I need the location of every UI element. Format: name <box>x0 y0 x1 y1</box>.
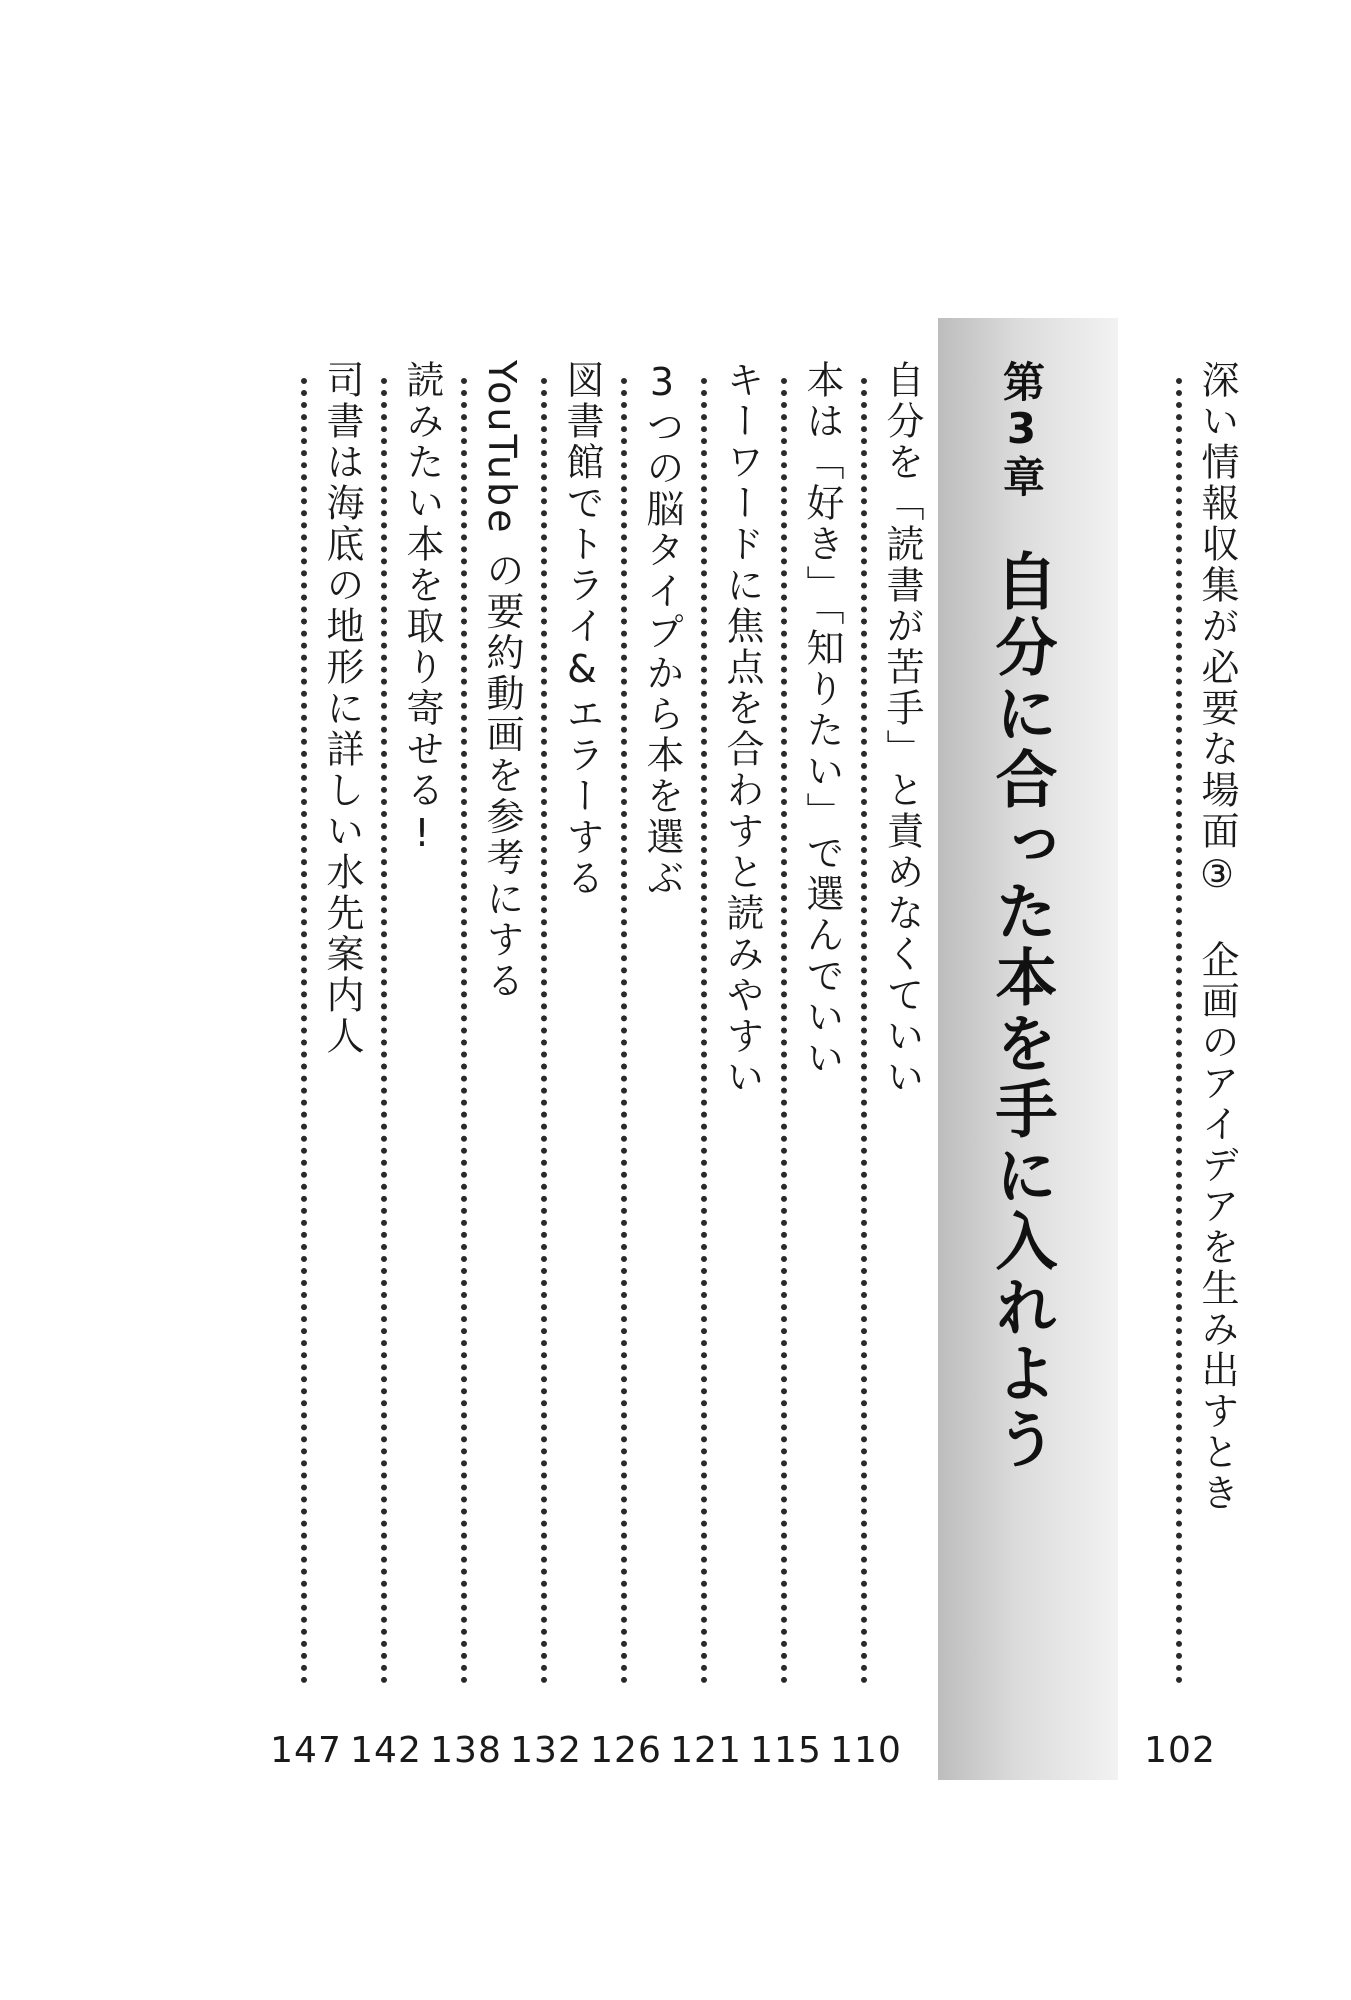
toc-entry-page-number: 110 <box>830 1730 902 1771</box>
toc-entry-title: 自分を「読書が苦手」と責めなくていい <box>880 360 924 1098</box>
toc-entry-title: 深い情報収集が必要な場面③ 企画のアイデアを生み出すとき <box>1195 360 1239 1514</box>
dot-leader <box>781 378 787 1684</box>
toc-entry <box>685 360 764 1690</box>
dot-leader <box>541 378 547 1684</box>
dot-leader <box>461 378 467 1684</box>
toc-entry-title: キーワードに焦点を合わすと読みやすい <box>720 360 764 1098</box>
dot-leader <box>701 378 707 1684</box>
dot-leader <box>621 378 627 1684</box>
toc-entry <box>285 360 364 1690</box>
toc-entry-page-number: 138 <box>430 1730 502 1771</box>
chapter-title: 自分に合った本を手に入れよう <box>985 549 1058 1473</box>
toc-entry-page-number: 102 <box>1144 1730 1216 1771</box>
toc-entry <box>365 360 444 1690</box>
toc-entry <box>845 360 924 1690</box>
toc-entry <box>765 360 844 1690</box>
toc-entry-previous <box>1160 360 1239 1690</box>
toc-entry-title: YouTube の要約動画を参考にする <box>480 360 524 1002</box>
toc-entry-title: 読みたい本を取り寄せる! <box>400 360 444 858</box>
chapter-heading <box>985 360 1058 1473</box>
toc-entry-title: 3つの脳タイプから本を選ぶ <box>640 360 684 899</box>
toc-entry-page-number: 132 <box>510 1730 582 1771</box>
toc-entry-title: 司書は海底の地形に詳しい水先案内人 <box>320 360 364 1057</box>
dot-leader <box>301 378 307 1684</box>
toc-entry-page-number: 121 <box>670 1730 742 1771</box>
dot-leader <box>861 378 867 1684</box>
toc-entry <box>605 360 684 1690</box>
dot-leader <box>381 378 387 1684</box>
toc-entry-page-number: 126 <box>590 1730 662 1771</box>
chapter-label: 第3章 <box>997 360 1046 499</box>
toc-entry-page-number: 147 <box>270 1730 342 1771</box>
toc-entry-page-number: 142 <box>350 1730 422 1771</box>
dot-leader <box>1176 378 1182 1684</box>
toc-entry-title: 図書館でトライ&エラーする <box>560 360 604 899</box>
toc-entry <box>445 360 524 1690</box>
toc-entry <box>525 360 604 1690</box>
toc-entry-page-number: 115 <box>750 1730 822 1771</box>
toc-entry-title: 本は「好き」「知りたい」で選んでいい <box>800 360 844 1079</box>
